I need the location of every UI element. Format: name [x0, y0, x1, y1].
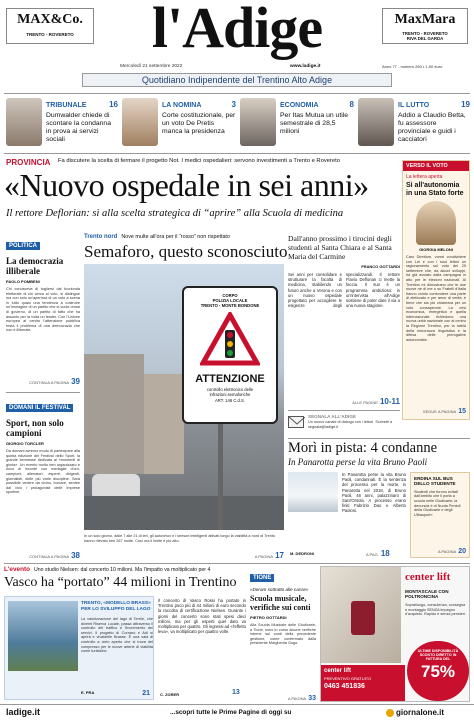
politica-page[interactable]: 39	[71, 377, 80, 386]
divider	[4, 563, 470, 564]
masthead-title: l'Adige	[151, 0, 323, 60]
politica-body: Chi conosceva di togliersi dal fuorionda elettorale di chi cerca al voto, si distingue ma con solo un'apertura di un voto a scena in tutto quasi una tendenza a costruire un'immagine di un partito che si vuole ormai di governo, di un partito di fatto che ha assunto per la volta un leader. Con l'Unione europea al centro l'attenzione pubblica resta il problema di una democrazia che non è illiberale.	[6, 287, 80, 333]
maternita-title: Dall'anno prossimo i tirocini degli studenti al Santa Chiara e al Santa Maria del Carmine	[288, 234, 392, 261]
maternita-author: FRANCO GOTTARDI	[361, 264, 400, 269]
stairlift-seat	[351, 601, 375, 635]
lago-box[interactable]	[4, 596, 154, 700]
ad-maxmara-brand: MaxMara	[394, 12, 456, 27]
sign-footer: controllo elettronico delle infrazioni semaforiche ART. 146 C.d.S.	[206, 387, 254, 403]
traffic-light-warning-icon	[200, 312, 260, 366]
mori-pageref: A PAG.	[366, 552, 379, 557]
maternita-pageref: ALLE PAGINE	[352, 400, 378, 405]
tione-title: Scuola musicale, verifiche sui conti	[250, 594, 311, 612]
semaforo-pageref: A PAGINA	[254, 554, 274, 559]
tione-page[interactable]: 33	[308, 695, 316, 702]
erdina-title: ERDINA SUL BUS DELLO STUDENTE	[414, 476, 456, 487]
semaforo-section: Trento nord	[84, 234, 118, 240]
ad-maxco-brand: MAX&Co.	[17, 12, 83, 27]
mori-page[interactable]: 18	[380, 549, 390, 558]
road	[84, 496, 284, 530]
semaforo-caption: In un solo giorno, dalle 7 alle 21 di ieri, gli autovelox e i sensori intelligenti attivati lungo la viabilità a nord di Trento hanno rilevato ben 267 multe. Così ora il limite è più alto.	[84, 534, 276, 543]
verso-voto-label: VERSO IL VOTO	[403, 161, 469, 171]
domani-box[interactable]	[6, 396, 80, 560]
teaser-text: Addio a Claudio Betta, fu assessore provinciale e guidi i cacciatori	[398, 112, 466, 143]
lago-page[interactable]: 21	[142, 690, 150, 697]
divider	[288, 438, 470, 439]
teaser-text: Per Itas Mutua un utile semestrale di 28,5 milioni	[280, 112, 349, 135]
mori-title[interactable]: Morì in pista: 4 condanne	[288, 440, 438, 456]
divider	[6, 392, 80, 393]
centerlift-sub: MONTASCALE CON POLTRONCINA	[405, 589, 449, 600]
politica-title: La democrazia illiberale	[6, 256, 64, 276]
footer-right[interactable]: giornalone.it	[396, 708, 444, 717]
semaforo-page[interactable]: 17	[275, 551, 284, 560]
masthead-website[interactable]: www.ladige.it	[290, 64, 321, 69]
erdina-box[interactable]	[410, 472, 470, 558]
erdina-text: Studenti che furono evitati dall'ambito che il porta a scuola nelle Giudicarie; la denuncia è di Nuota Pentoli della Giudicarie e degli Ultrasport»	[414, 489, 461, 517]
centerlift-band	[321, 665, 405, 702]
lead-section: PROVINCIA	[6, 158, 51, 167]
segnala-text: Un nuovo canale di dialogo con i lettori. Scrivete a segnala@ladige.it	[308, 420, 393, 429]
teaser-kicker: ECONOMIA	[280, 102, 319, 109]
evento-kicker: Uno studio Nielsen: dal concerto 10 milioni. Ma l'impatto va moltiplicato per 4	[34, 567, 211, 573]
verso-voto-page[interactable]: 15	[458, 408, 466, 415]
evento-headline[interactable]: Vasco ha “portato” 44 milioni in Trentino	[4, 575, 237, 590]
domani-author: GIORGIO TORCLER	[6, 441, 44, 446]
sign-warning: ATTENZIONE	[195, 373, 265, 385]
tione-body: Alla Scuola Musicale delle Giudicarie, a Tione, sono in corso alcune verifiche interne sui conti della precedente gestione, come confermato dalla presidente Margherita Gugo.	[250, 623, 316, 646]
building	[84, 354, 144, 474]
police-sign	[182, 286, 278, 424]
teaser-page: 3	[231, 100, 236, 109]
ad-maxmara-sub: TRENTO - ROVERETO RIVA DEL GARDA	[402, 31, 448, 41]
mori-subhead: In Panarotta perse la vita Bruno Paoli	[288, 457, 428, 467]
teaser-text: Corte costituzionale, per un voto De Pretis manca la presidenza	[162, 112, 236, 135]
phone-number[interactable]: 0463 451836	[324, 683, 365, 690]
centerlift-ad[interactable]	[320, 566, 470, 702]
lago-body: La valorizzazione del lago di Terrile, che diventi Riserva Locale, passa attraverso il controllo del traffico e l'incremento dei servizi. Il progetto di Cornaro e Adi si aprirà e vivaldelle Brasse. È una sala di controllo a cielo aperto che si trova del compresso per le nuove arterie di viabilità come turistiche.	[81, 617, 153, 654]
footer-bar	[0, 704, 474, 720]
verso-voto-body: Caro Direttore, vorrei condividere con Lei e con i suoi lettori un ragionamento sul voto del 25 settembre che, da alcuni sviluppi, ha già avviato dalla campagna in atto per le elezioni nazionali. Al Trentino mi dimostrano che le due nuove ne di me o su Fratelli d'Italia hanno voluto confondere una parte di elettorato e per amor di verità, è bene che sia più chiarezza per un voto consapevole. La crisi economica, energetica e quella internazionale richiedono una nuova unità nazionale con al centro la Regione Trentino, per la tutela della minoranza linguistica e la difesa delle prerogative autonomiste.	[406, 255, 466, 342]
ad-maxco[interactable]	[6, 8, 94, 44]
teaser-kicker: IL LUTTO	[398, 102, 430, 109]
teaser-kicker: LA NOMINA	[162, 102, 202, 109]
evento-label: L'evento	[4, 566, 31, 573]
teaser-tribunale[interactable]	[6, 96, 118, 150]
footer-center: ...scopri tutte le Prime Pagine di oggi su	[170, 709, 292, 716]
footer-left[interactable]: ladige.it	[6, 707, 41, 717]
teaser-nomina[interactable]	[122, 96, 236, 150]
verso-voto-cont: SEGUE A PAGINA	[422, 409, 457, 414]
ski-slope-photo	[288, 472, 338, 512]
divider	[4, 93, 470, 94]
mori-author: M. DEDRONI	[290, 551, 314, 556]
ad-maxco-sub: TRENTO - ROVERETO	[26, 32, 74, 37]
teaser-economia[interactable]	[240, 96, 354, 150]
lago-title: TRENTO, «MODELLO BRASS» PER LO SVILUPPO DEL LAGO	[81, 601, 151, 612]
politica-cont: CONTINUA A PAGINA	[29, 380, 70, 385]
face-photo	[6, 98, 42, 146]
teaser-kicker: TRIBUNALE	[46, 102, 87, 109]
verso-voto-author: GIORGIA MELONI	[419, 247, 453, 252]
face-photo	[240, 98, 276, 146]
tione-article[interactable]	[250, 566, 316, 702]
politica-box[interactable]	[6, 234, 80, 386]
centerlift-text: Sopralluogo, consulenza, consegna e montaggio SENZA impegno d'acquisto. Rapido e senza pensieri.	[405, 603, 466, 617]
lead-kicker: Fa discutere la scelta di fermare il progetto Not. I medici ospedalieri: servono investimenti a Trento e Rovereto	[58, 158, 340, 164]
masthead-edition: Anno 77 - numero 260 • 1,50 euro	[382, 64, 443, 69]
meloni-photo	[416, 201, 456, 245]
masthead-tagline: Quotidiano Indipendente del Trentino Alto Adige	[141, 75, 333, 85]
centerlift-title: center lift	[405, 571, 451, 583]
erdina-pageref: A PAGINA	[437, 549, 457, 554]
politica-author: PAOLO POMBENI	[6, 279, 40, 284]
tione-label: TIONE	[250, 574, 274, 582]
centerlift-brand: center lift	[324, 668, 352, 674]
erdina-page[interactable]: 20	[458, 548, 466, 555]
tione-pageref: A PAGINA	[287, 696, 307, 701]
ad-maxmara[interactable]	[382, 8, 468, 44]
face-photo	[122, 98, 158, 146]
evento-header	[4, 566, 244, 573]
evento-body: Il concerto di Vasco Rossi ha portato in Trentino poco più di 44 milioni di euro secondo la raccolta di certificazione Nielsen. Durante i giorni del concerto sono stati spesi dieci milioni, ma per gli esperti quel dato va moltiplicato per quattro. Gli ingressi ad «l'effetto leva», va moltiplicato per quattro volte.	[158, 598, 246, 635]
maternita-article[interactable]	[288, 234, 400, 406]
teaser-text: Dumwalder chiede di scontare la condanna in prova ai servizi sociali	[46, 112, 111, 143]
divider	[4, 153, 470, 154]
tione-kicker: «Deram sottratto alle casse»	[250, 587, 309, 592]
domani-page[interactable]: 38	[71, 551, 80, 560]
lead-headline[interactable]: «Nuovo ospedale in sei anni»	[4, 167, 369, 203]
lago-author: E. PRA	[81, 690, 95, 695]
domani-title: Sport, non solo campioni	[6, 418, 64, 438]
promo-badge	[407, 641, 469, 701]
evento-author: C. ZORER	[160, 692, 180, 697]
domani-body: Da domani avremo modo di partecipare alla quinta edizione del Festival dello Sport, la grande kermesse dedicata ai «momenti di gloria». Un evento molto ben organizzato e ricco di incontri con medaglie d'oro, campioni, allenatori, esperti, dirigenti, giornalisti, delle più varie discipline. Sarà possibile vedere da vicino, toccare, sentire dal vivo i protagonisti delle imprese sportive.	[6, 449, 80, 495]
sign-header: CORPO POLIZIA LOCALE TRENTO - MONTE BONDONE	[200, 293, 260, 308]
politica-label: POLITICA	[6, 242, 40, 250]
tagline-bar	[82, 73, 392, 87]
semaforo-article[interactable]	[84, 234, 288, 560]
segnala-box[interactable]	[288, 410, 400, 436]
promo-pct: 75%	[420, 661, 456, 681]
globe-icon	[386, 709, 394, 717]
verso-voto-kicker: La lettera aperta	[406, 174, 443, 180]
face-photo	[358, 98, 394, 146]
building	[144, 374, 184, 474]
masthead-date: Mercoledì 21 settembre 2022	[120, 64, 183, 69]
maternita-body: Sei anni per consolidare e strutturare la facoltà di medicina, stabilendo un futuro anche a Verona e con un nuovo ospedale progettato per accogliere le esigenze degli specializzandi. Il rettore Flavio Deflorian ci mette la faccia. Il suo è un programma ambizioso: in un'intervista all'Adige sostiene di poter dare il via a una nuova stagione.	[288, 272, 400, 309]
promo-text: ULTIME DISPONIBILITÀ SCONTO DIRETTO IN FATTURA DEL	[417, 649, 459, 662]
tione-author: PIETRO GOTTARDI	[250, 615, 287, 620]
envelope-icon	[288, 416, 304, 428]
teaser-page: 19	[461, 100, 470, 109]
semaforo-title: Semaforo, questo sconosciuto	[84, 242, 288, 261]
teaser-page: 16	[109, 100, 118, 109]
lake-photo	[8, 601, 78, 671]
domani-label: DOMANI IL FESTIVAL	[6, 404, 73, 412]
teaser-page: 8	[349, 100, 354, 109]
semaforo-kicker: Nove multe all'ora per il “rosso” non rispettato	[121, 234, 230, 240]
mori-body: In Panarotta perse la vita Bruno Paoli, condannati. È la sentenza del processo per la morte, in Panarotta nel 2018, di Bruno Paoli, 46 anni, palazzinaro di Sant'Orsola. A processo erano finiti Fabrizio Dao e Alberto Paoloni.	[342, 472, 406, 514]
segnala-title: SEGNALA ALL'ADIGE	[308, 414, 356, 419]
teaser-lutto[interactable]	[358, 96, 470, 150]
verso-voto-box[interactable]	[402, 160, 470, 420]
evento-page[interactable]: 13	[232, 689, 240, 696]
verso-voto-title: Sì all'autonomia in una Stato forte	[406, 182, 464, 197]
maternita-page[interactable]: 10-11	[379, 397, 400, 406]
domani-cont: CONTINUA A PAGINA	[29, 554, 70, 559]
lead-subhead: Il rettore Deflorian: sì alla scelta strategica di “aprire” alla Scuola di medicina	[6, 208, 344, 219]
small-banner: PREVENTIVO GRATUITO	[324, 676, 372, 681]
